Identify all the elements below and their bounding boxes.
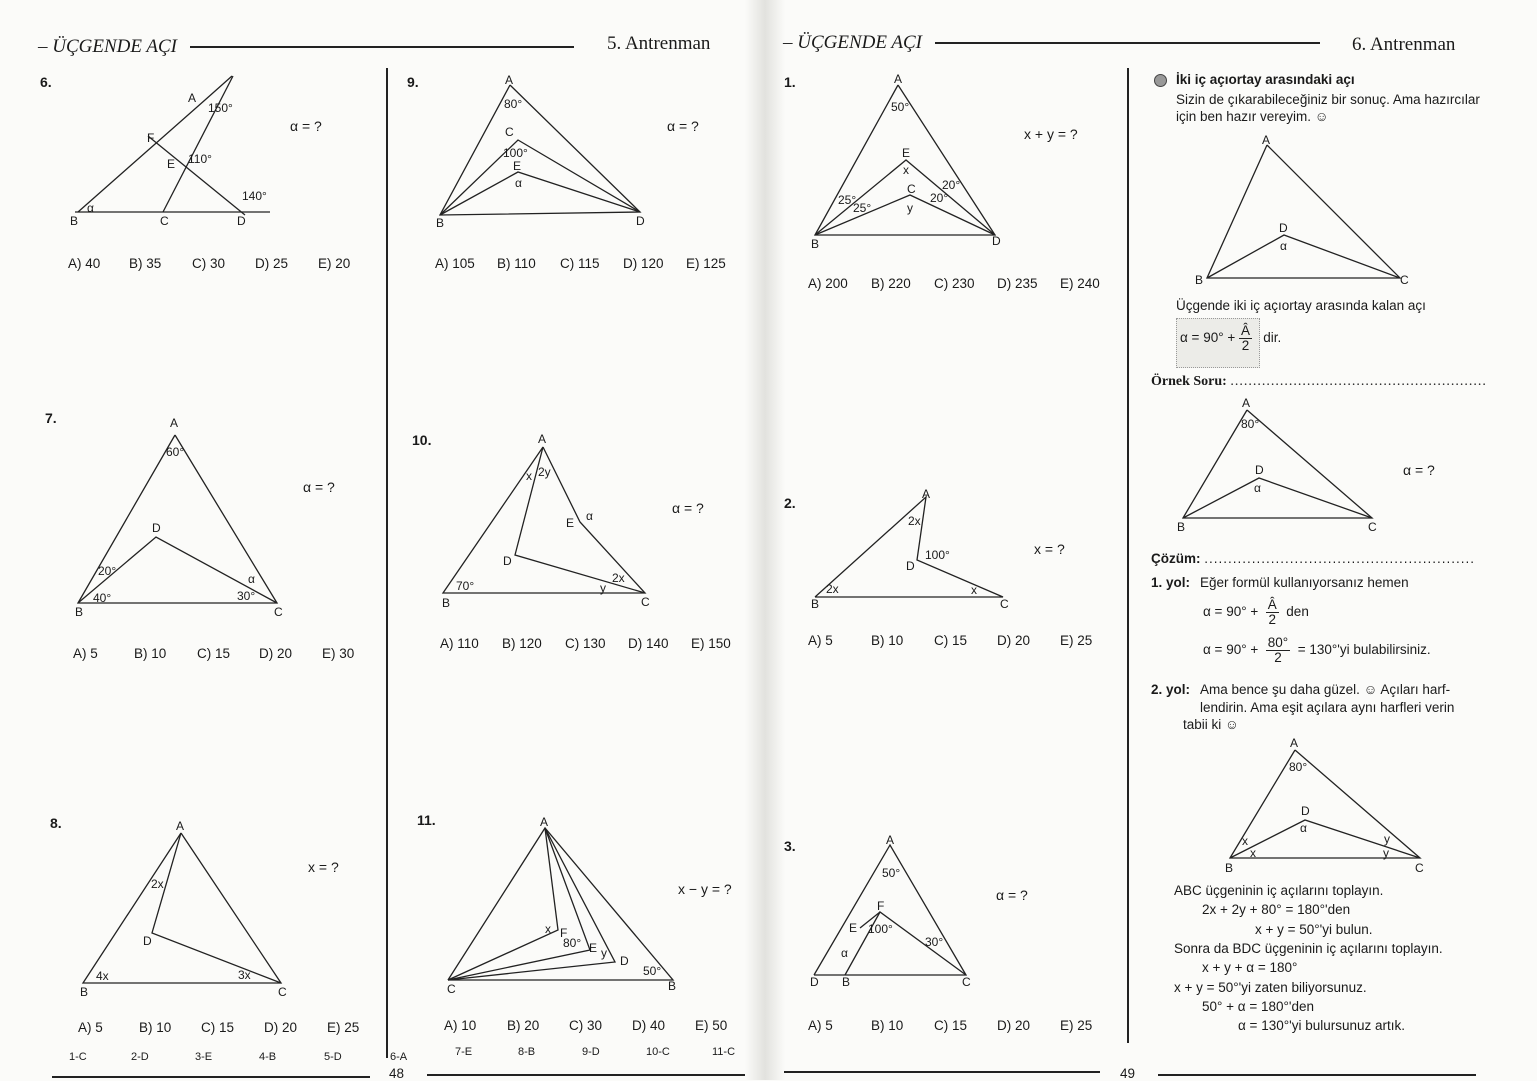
diagram-line	[440, 140, 640, 215]
diagram-line	[83, 833, 281, 983]
problem-number: 1.	[784, 74, 796, 90]
diagram-label: D	[237, 214, 246, 228]
way1-f1-num: Â	[1267, 597, 1277, 612]
diagram-label: y	[1383, 846, 1389, 860]
solution-step: 50° + α = 180°'den	[1202, 998, 1315, 1014]
diagram-line	[1207, 235, 1400, 278]
way2-label: 2. yol:	[1151, 682, 1191, 697]
diagram-label: C	[1400, 273, 1409, 287]
info-title: İki iç açıortay arasındaki açı	[1176, 72, 1355, 87]
diagram-line	[1183, 410, 1372, 518]
diagram-label: E	[902, 146, 911, 160]
diagram-label: B	[1177, 520, 1186, 534]
problem-number: 3.	[784, 838, 796, 854]
example-question: α = ?	[1403, 462, 1435, 478]
diagram-label: D	[636, 214, 645, 228]
formula-lhs: α = 90° +	[1180, 330, 1236, 346]
diagram-label: D	[1255, 463, 1264, 477]
problem-number: 7.	[45, 410, 57, 426]
diagram-label: D	[1279, 221, 1288, 235]
diagram-label: D	[503, 554, 512, 568]
answer-key-item: 7-E	[455, 1046, 473, 1058]
answer-option: B) 10	[134, 646, 167, 661]
answer-option: E) 50	[695, 1018, 728, 1033]
diagram-line	[1230, 750, 1420, 858]
way2-text-2: lendirin. Ama eşit açılara aynı harfleri verin	[1200, 700, 1455, 715]
diagram-label: C	[1368, 520, 1377, 534]
diagram-line	[152, 833, 281, 983]
answer-option: B) 10	[139, 1020, 172, 1035]
diagram-label: α	[87, 201, 94, 215]
diagram-label: 70°	[456, 579, 475, 593]
answer-option: C) 30	[192, 256, 226, 271]
answer-option: C) 15	[197, 646, 231, 661]
answer-option: E) 25	[327, 1020, 360, 1035]
diagram-label: F	[877, 899, 885, 913]
diagram-label: 30°	[925, 935, 944, 949]
diagram-label: 80°	[1289, 760, 1308, 774]
answer-option: D) 140	[628, 636, 669, 651]
diagram-label: 20°	[930, 191, 949, 205]
diagram-label: x	[971, 583, 977, 597]
diagram-label: D	[906, 559, 915, 573]
answer-option: C) 15	[201, 1020, 235, 1035]
diagram-label: C	[907, 182, 916, 196]
answer-option: E) 20	[318, 256, 351, 271]
diagram-label: 20°	[942, 178, 961, 192]
diagram-label: B	[436, 216, 445, 230]
diagram-label: A	[505, 73, 514, 87]
answer-option: A) 10	[444, 1018, 477, 1033]
way1-f1-suffix: den	[1286, 604, 1309, 620]
problem-number: 11.	[417, 812, 436, 828]
example-label: Örnek Soru: .........................................................	[1151, 374, 1487, 389]
answer-option: D) 40	[632, 1018, 666, 1033]
diagram-label: 2x	[908, 514, 921, 528]
solution-step: α = 130°'yi bulursunuz artık.	[1238, 1018, 1405, 1034]
diagram-label: 2x	[151, 877, 164, 891]
diagram-label: A	[540, 815, 549, 829]
answer-option: D) 20	[264, 1020, 298, 1035]
solution-step: Sonra da BDC üçgeninin iç açılarını toplayın.	[1174, 940, 1443, 956]
right-header: – ÜÇGENDE AÇI	[783, 32, 922, 53]
diagram-label: C	[274, 605, 283, 619]
answer-option: B) 10	[871, 1018, 904, 1033]
diagram-label: α	[841, 946, 848, 960]
diagram-line	[440, 172, 640, 215]
problem-question: α = ?	[996, 887, 1028, 903]
formula-den: 2	[1241, 338, 1250, 353]
left-page-number: 48	[389, 1066, 405, 1081]
problem-question: x − y = ?	[678, 881, 732, 897]
diagram-label: E	[167, 157, 176, 171]
diagram-label: D	[1301, 804, 1310, 818]
answer-option: A) 5	[808, 633, 833, 648]
solution-step: x + y = 50°'yi bulun.	[1255, 921, 1373, 937]
diagram-line	[448, 828, 558, 980]
diagram-label: α	[1280, 239, 1287, 253]
answer-option: B) 120	[502, 636, 542, 651]
answer-option: A) 110	[440, 636, 479, 651]
answer-key-item: 10-C	[646, 1046, 670, 1058]
way1-text: Eğer formül kullanıyorsanız hemen	[1200, 575, 1409, 590]
diagram-label: 50°	[891, 100, 910, 114]
solution-label: Çözüm: .........................................................	[1151, 551, 1476, 566]
way1-f2-suffix: = 130°'yi bulabilirsiniz.	[1297, 642, 1431, 658]
way2-text-1: Ama bence şu daha güzel. ☺ Açıları harf-	[1200, 682, 1451, 697]
diagram-label: B	[1225, 861, 1234, 875]
answer-option: C) 15	[934, 1018, 968, 1033]
diagram-label: B	[811, 597, 820, 611]
diagram-label: α	[248, 572, 255, 586]
answer-option: A) 200	[808, 276, 848, 291]
diagram-label: 60°	[166, 445, 185, 459]
answer-option: C) 15	[934, 633, 968, 648]
diagram-label: 150°	[208, 101, 233, 115]
diagram-label: α	[1254, 481, 1261, 495]
answer-option: B) 10	[871, 633, 904, 648]
diagram-label: D	[143, 934, 152, 948]
problem-question: α = ?	[290, 118, 322, 134]
diagram-label: C	[447, 982, 456, 996]
answer-option: A) 5	[78, 1020, 103, 1035]
right-header-title: ÜÇGENDE AÇI	[797, 32, 922, 53]
problem-number: 8.	[50, 815, 62, 831]
diagram-label: E	[849, 921, 858, 935]
answer-option: D) 20	[259, 646, 293, 661]
diagram-label: α	[515, 176, 522, 190]
right-footer-rule-1	[784, 1071, 1100, 1073]
problem-question: α = ?	[672, 500, 704, 516]
answer-option: B) 110	[497, 256, 536, 271]
diagram-label: B	[80, 985, 89, 999]
answer-option: E) 30	[322, 646, 355, 661]
solution-step: 2x + 2y + 80° = 180°'den	[1202, 902, 1351, 918]
answer-option: E) 125	[686, 256, 726, 271]
diagram-label: E	[589, 941, 598, 955]
diagram-label: y	[907, 201, 913, 215]
diagram-label: 100°	[868, 922, 893, 936]
diagram-label: 20°	[98, 564, 117, 578]
diagram-label: B	[668, 979, 677, 993]
diagram-label: E	[566, 516, 575, 530]
diagram-label: 100°	[503, 146, 528, 160]
left-header-title: ÜÇGENDE AÇI	[52, 36, 177, 57]
answer-option: D) 20	[997, 1018, 1031, 1033]
info-statement: Üçgende iki iç açıortay arasında kalan açı	[1176, 298, 1426, 313]
diagram-label: B	[70, 214, 79, 228]
right-footer-rule-2	[1158, 1074, 1476, 1076]
left-section-title: 5. Antrenman	[607, 33, 711, 54]
diagram-label: A	[188, 91, 197, 105]
diagram-label: x	[545, 922, 551, 936]
diagram-label: 25°	[853, 201, 872, 215]
answer-option: E) 150	[691, 636, 731, 651]
formula-num: Â	[1241, 323, 1251, 338]
diagram-label: 2x	[612, 571, 625, 585]
answer-option: D) 25	[255, 256, 289, 271]
diagram-line	[448, 828, 615, 980]
diagram-label: x	[903, 163, 909, 177]
way1-f1-den: 2	[1268, 612, 1277, 627]
diagram-label: 4x	[96, 969, 109, 983]
answer-option: E) 25	[1060, 633, 1093, 648]
diagram-label: A	[170, 416, 179, 430]
solution-step: x + y + α = 180°	[1202, 960, 1298, 976]
answer-option: E) 25	[1060, 1018, 1093, 1033]
diagram-label: 3x	[238, 968, 251, 982]
diagram-label: y	[1384, 832, 1390, 846]
answer-option: B) 220	[871, 276, 911, 291]
right-section-title: 6. Antrenman	[1352, 34, 1456, 55]
problem-question: x + y = ?	[1024, 126, 1078, 142]
diagram-label: x	[526, 469, 532, 483]
diagram-label: 110°	[188, 152, 212, 166]
answer-option: E) 240	[1060, 276, 1100, 291]
diagram-label: D	[992, 234, 1001, 248]
diagram-label: y	[600, 581, 606, 595]
diagram-label: 2x	[826, 582, 839, 596]
diagram-line	[78, 76, 232, 212]
diagram-line	[448, 828, 673, 980]
left-footer-rule-2	[427, 1074, 745, 1076]
answer-key-item: 5-D	[324, 1051, 342, 1063]
answer-option: C) 230	[934, 276, 975, 291]
answer-option: D) 20	[997, 633, 1031, 648]
diagram-line	[440, 85, 640, 215]
diagram-label: D	[810, 975, 819, 989]
solution-step: ABC üçgeninin iç açılarını toplayın.	[1174, 883, 1384, 898]
formula-suffix: dir.	[1263, 330, 1282, 346]
diagram-label: 80°	[504, 97, 523, 111]
problem-question: x = ?	[308, 859, 339, 875]
diagram-label: A	[894, 72, 903, 86]
left-footer-rule-1	[52, 1076, 370, 1078]
diagram-label: C	[1415, 861, 1424, 875]
diagram-label: y	[601, 946, 607, 960]
diagram-label: C	[641, 595, 650, 609]
answer-key-item: 11-C	[712, 1046, 736, 1058]
diagram-label: 2y	[538, 465, 551, 479]
diagram-line	[1183, 478, 1372, 518]
diagram-line	[814, 845, 966, 975]
answer-key-item: 3-E	[195, 1051, 213, 1063]
answer-key-item: 6-A	[390, 1051, 408, 1063]
way2-text-3: tabii ki ☺	[1183, 717, 1239, 732]
diagram-line	[1230, 820, 1420, 858]
diagram-label: C	[962, 975, 971, 989]
answer-option: D) 235	[997, 276, 1038, 291]
way1-f2-den: 2	[1274, 650, 1282, 665]
answer-option: A) 40	[68, 256, 101, 271]
diagram-label: B	[842, 975, 851, 989]
way1-f2-lhs: α = 90° +	[1203, 642, 1259, 658]
diagram-label: C	[160, 214, 169, 228]
diagram-label: A	[886, 833, 895, 847]
answer-option: A) 5	[73, 646, 98, 661]
diagram-label: 50°	[882, 866, 901, 880]
example-label-text: Örnek Soru:	[1151, 374, 1227, 389]
solution-label-text: Çözüm:	[1151, 551, 1201, 566]
diagram-label: A	[1290, 736, 1299, 750]
way1-f2-num: 80°	[1267, 635, 1289, 650]
problem-question: α = ?	[303, 479, 335, 495]
diagram-label: C	[278, 985, 287, 999]
answer-option: B) 35	[129, 256, 162, 271]
problem-number: 10.	[412, 432, 432, 448]
diagram-label: D	[152, 521, 161, 535]
diagram-label: F	[147, 131, 155, 145]
diagram-label: 40°	[93, 591, 112, 605]
answer-key-item: 2-D	[131, 1051, 149, 1063]
answer-option: A) 5	[808, 1018, 833, 1033]
answer-key-item: 4-B	[259, 1051, 277, 1063]
diagram-label: A	[176, 819, 185, 833]
solution-step: x + y = 50°'yi zaten biliyorsunuz.	[1174, 979, 1367, 995]
answer-option: C) 115	[560, 256, 600, 271]
diagram-line	[163, 76, 233, 212]
diagram-label: 140°	[242, 189, 267, 203]
diagram-label: C	[505, 125, 514, 139]
diagram-label: B	[75, 605, 84, 619]
problem-number: 6.	[40, 74, 52, 90]
diagram-label: x	[1242, 834, 1248, 848]
diagram-label: 100°	[925, 548, 950, 562]
answer-key-item: 1-C	[69, 1051, 87, 1063]
diagram-label: A	[1262, 133, 1271, 147]
diagram-label: 30°	[237, 589, 256, 603]
diagram-label: A	[538, 432, 547, 446]
diagram-label: A	[922, 487, 931, 501]
diagram-label: α	[1300, 821, 1307, 835]
right-page-number: 49	[1120, 1066, 1136, 1081]
diagram-label: x	[1250, 846, 1256, 860]
problem-number: 2.	[784, 495, 796, 511]
way1-f1-lhs: α = 90° +	[1203, 604, 1259, 620]
way1-label: 1. yol:	[1151, 575, 1191, 590]
info-intro-1: Sizin de çıkarabileceğiniz bir sonuç. Ama hazırcılar	[1176, 92, 1480, 107]
diagram-label: α	[586, 509, 593, 523]
info-intro-2: için ben hazır vereyim. ☺	[1176, 109, 1329, 124]
diagram-label: 50°	[643, 964, 662, 978]
answer-key-item: 8-B	[518, 1046, 536, 1058]
diagram-label: B	[811, 237, 820, 251]
diagram-label: 25°	[838, 193, 857, 207]
diagram-label: A	[1242, 396, 1251, 410]
diagram-label: B	[442, 596, 451, 610]
diagram-label: 80°	[1241, 417, 1260, 431]
problem-question: x = ?	[1034, 541, 1065, 557]
diagram-label: F	[560, 926, 568, 940]
diagram-label: 80°	[563, 936, 582, 950]
diagram-label: D	[620, 954, 629, 968]
diagram-line	[815, 497, 1003, 597]
diagram-label: C	[1000, 597, 1009, 611]
diagram-label: E	[513, 159, 522, 173]
answer-key-item: 9-D	[582, 1046, 600, 1058]
answer-option: C) 130	[565, 636, 606, 651]
answer-option: B) 20	[507, 1018, 540, 1033]
diagram-label: B	[1195, 273, 1204, 287]
answer-option: C) 30	[569, 1018, 603, 1033]
answer-option: A) 105	[435, 256, 475, 271]
diagram-line	[1207, 145, 1400, 278]
problem-question: α = ?	[667, 118, 699, 134]
diagram-line	[448, 828, 590, 980]
problem-number: 9.	[407, 74, 419, 90]
answer-option: D) 120	[623, 256, 664, 271]
left-header: – ÜÇGENDE AÇI	[38, 36, 177, 57]
